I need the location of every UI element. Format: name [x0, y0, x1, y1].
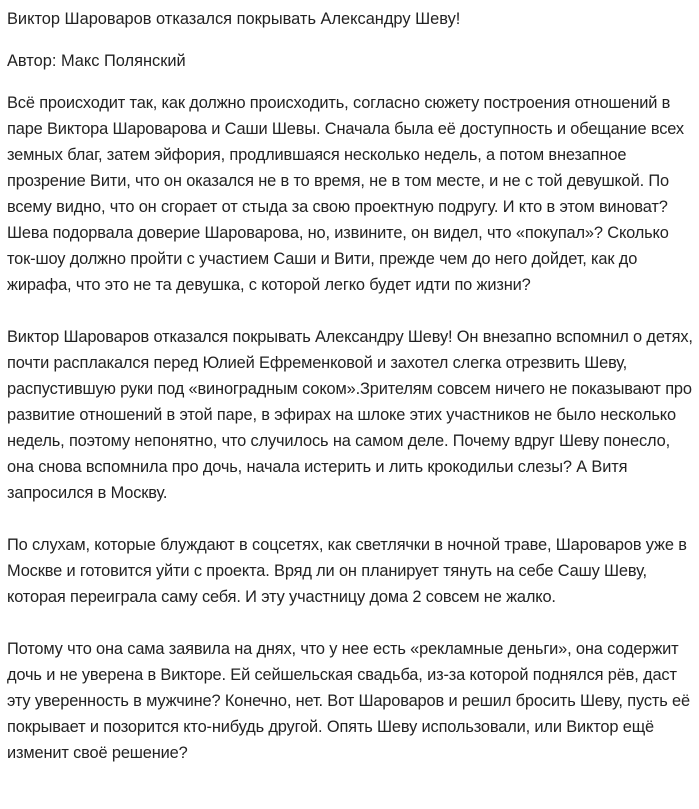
- paragraph-1: Всё происходит так, как должно происходить, согласно сюжету построения отношений в паре Виктора Шароварова и Саши Шевы. Сначала была её доступность и обещание всех земных благ, затем эйфория, продлившаяся несколько недель, а потом внезапное прозрение Вити, что он оказался не в то время, не в том месте, и не с той девушкой. По всему видно, что он сгорает от стыда за свою проектную подругу. И кто в этом виноват? Шева подорвала доверие Шароварова, но, извините, он видел, что «покупал»? Сколько ток-шоу должно пройти с участием Саши и Вити, прежде чем до него дойдет, как до жирафа, что это не та девушка, с которой легко будет идти по жизни?: [7, 94, 684, 294]
- paragraph-3: По слухам, которые блуждают в соцсетях, как светлячки в ночной траве, Шароваров уже в Москве и готовится уйти с проекта. Вряд ли он планирует тянуть на себе Сашу Шеву, которая переиграла саму себя. И эту участницу дома 2 совсем не жалко.: [7, 536, 687, 606]
- paragraph-2: Виктор Шароваров отказался покрывать Александру Шеву! Он внезапно вспомнил о детях, почти расплакался перед Юлией Ефременковой и захотел слегка отрезвить Шеву, распустившую руки под «виноградным соком».Зрителям совсем ничего не показывают про развитие отношений в этой паре, в эфирах на шлоке этих участников не было несколько недель, поэтому непонятно, что случилось на самом деле. Почему вдруг Шеву понесло, она снова вспомнила про дочь, начала истерить и лить крокодильи слезы? А Витя запросился в Москву.: [7, 328, 693, 502]
- article-author: Автор: Макс Полянский: [7, 52, 186, 70]
- paragraph-4: Потому что она сама заявила на днях, что у нее есть «рекламные деньги», она содержит дочь и не уверена в Викторе. Ей сейшельская свадьба, из-за которой поднялся рёв, даст эту уверенность в мужчине? Конечно, нет. Вот Шароваров и решил бросить Шеву, пусть её покрывает и позорится кто-нибудь другой. Опять Шеву использовали, или Виктор ещё изменит своё решение?: [7, 640, 690, 762]
- article-title: Виктор Шароваров отказался покрывать Александру Шеву!: [7, 10, 461, 28]
